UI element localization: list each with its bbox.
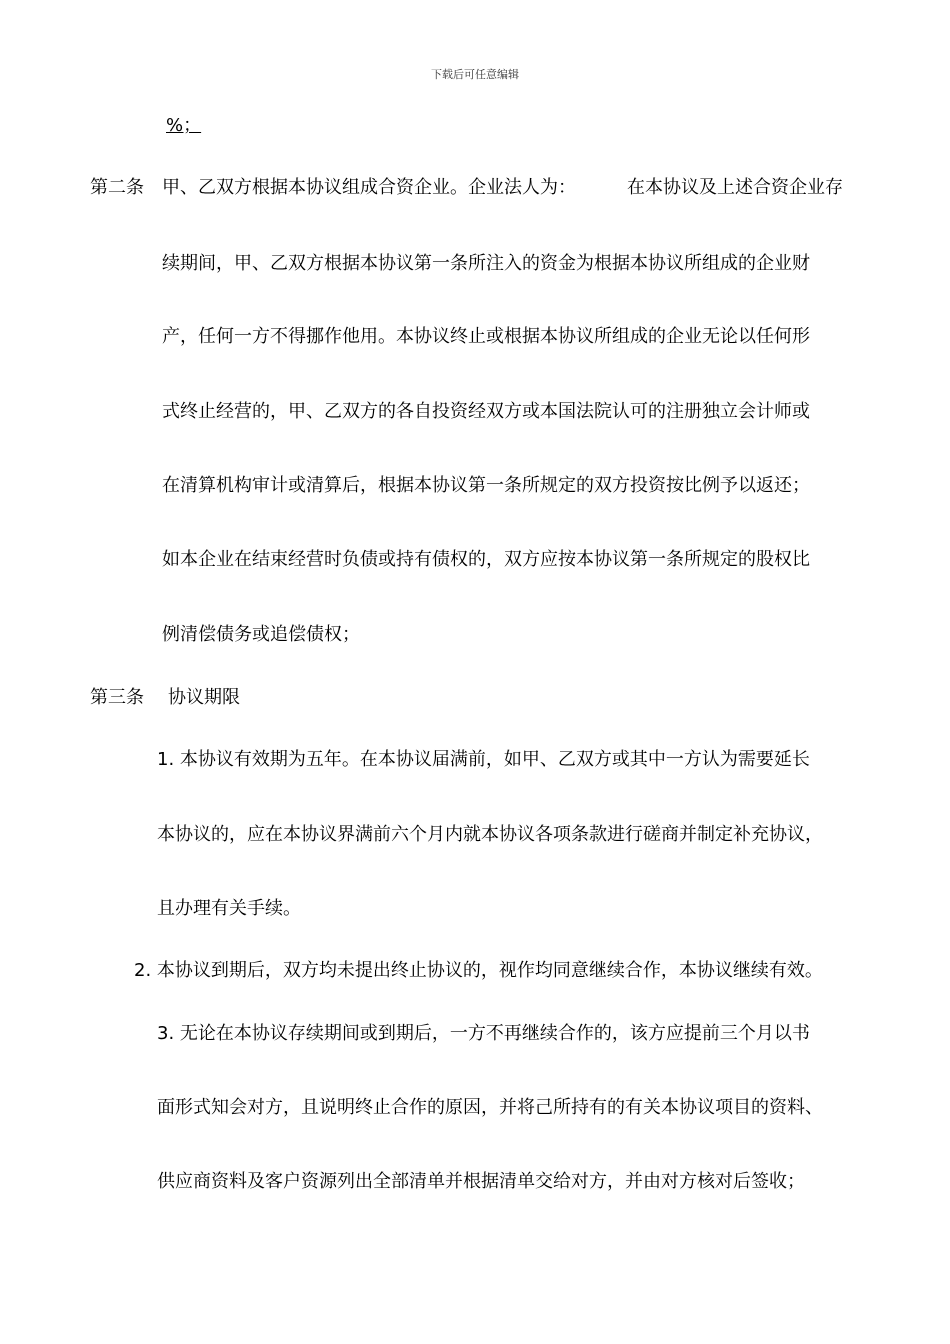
article3-item1-line1: 1. 本协议有效期为五年。在本协议届满前，如甲、乙双方或其中一方认为需要延长 xyxy=(157,749,810,770)
article3-item3-line3: 供应商资料及客户资源列出全部清单并根据清单交给对方，并由对方核对后签收； xyxy=(157,1171,805,1192)
article1-tail: %； xyxy=(166,115,202,136)
article3-item3-line1: 3. 无论在本协议存续期间或到期后，一方不再继续合作的，该方应提前三个月以书 xyxy=(157,1023,810,1044)
article3-item1-line2: 本协议的，应在本协议界满前六个月内就本协议各项条款进行磋商并制定补充协议， xyxy=(157,824,823,845)
article2-line2: 续期间，甲、乙双方根据本协议第一条所注入的资金为根据本协议所组成的企业财 xyxy=(162,253,810,274)
article2-line6: 如本企业在结束经营时负债或持有债权的，双方应按本协议第一条所规定的股权比 xyxy=(162,549,810,570)
article2-line5: 在清算机构审计或清算后，根据本协议第一条所规定的双方投资按比例予以返还； xyxy=(162,475,810,496)
article2-line1: 甲、乙双方根据本协议组成合资企业。企业法人为： xyxy=(162,177,576,198)
article3-item3-line2: 面形式知会对方，且说明终止合作的原因，并将己所持有的有关本协议项目的资料、 xyxy=(157,1097,823,1118)
article2-line1-cont: 在本协议及上述合资企业存 xyxy=(627,177,843,198)
article3-item2-line1: 2. 本协议到期后，双方均未提出终止协议的，视作均同意继续合作，本协议继续有效。 xyxy=(134,960,823,981)
article2-line3: 产，任何一方不得挪作他用。本协议终止或根据本协议所组成的企业无论以任何形 xyxy=(162,326,810,347)
article3-title: 协议期限 xyxy=(168,687,240,708)
article2-line4: 式终止经营的，甲、乙双方的各自投资经双方或本国法院认可的注册独立会计师或 xyxy=(162,401,810,422)
page-header: 下载后可任意编辑 xyxy=(431,68,519,81)
article2-heading: 第二条 xyxy=(90,177,144,198)
article2-line7: 例清偿债务或追偿债权； xyxy=(162,624,360,645)
article3-item1-line3: 且办理有关手续。 xyxy=(157,898,301,919)
article3-heading: 第三条 xyxy=(90,687,144,708)
